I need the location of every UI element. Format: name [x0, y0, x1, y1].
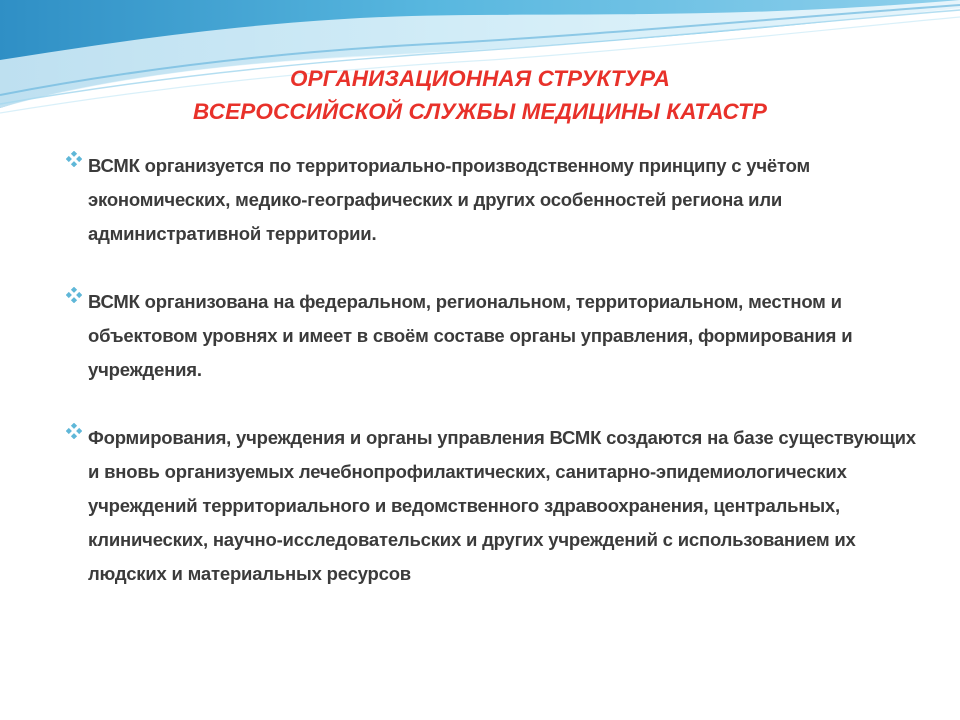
diamond-bullet-icon: [66, 423, 82, 439]
bullet-text-1: ВСМК организуется по территориально-производственному принципу с учётом экономических, медико-географических и других особенностей региона или административной территории.: [88, 155, 810, 244]
bullet-item-1: [66, 149, 916, 251]
bullet-list: [66, 149, 916, 625]
diamond-bullet-icon: [66, 287, 82, 303]
slide-title-line-1: ОРГАНИЗАЦИОННАЯ СТРУКТУРА: [289, 66, 670, 91]
bullet-item-2: [66, 285, 916, 387]
bullet-text-2: ВСМК организована на федеральном, региональном, территориальном, местном и объектовом уровнях и имеет в своём составе органы управления, формирования и учреждения.: [88, 291, 853, 380]
slide-title: [60, 62, 900, 128]
bullet-item-3: [66, 421, 916, 591]
slide-title-line-2: ВСЕРОССИЙСКОЙ СЛУЖБЫ МЕДИЦИНЫ КАТАСТР: [193, 99, 767, 124]
bullet-text-3: Формирования, учреждения и органы управления ВСМК создаются на базе существующих и вновь организуемых лечебнопрофилактических, санитарно-эпидемиологических учреждений территориального и ведомственного здравоохранения, центральных, клинических, научно-исследовательских и других учреждений с использованием их людских и материальных ресурсов: [88, 427, 916, 584]
diamond-bullet-icon: [66, 151, 82, 167]
